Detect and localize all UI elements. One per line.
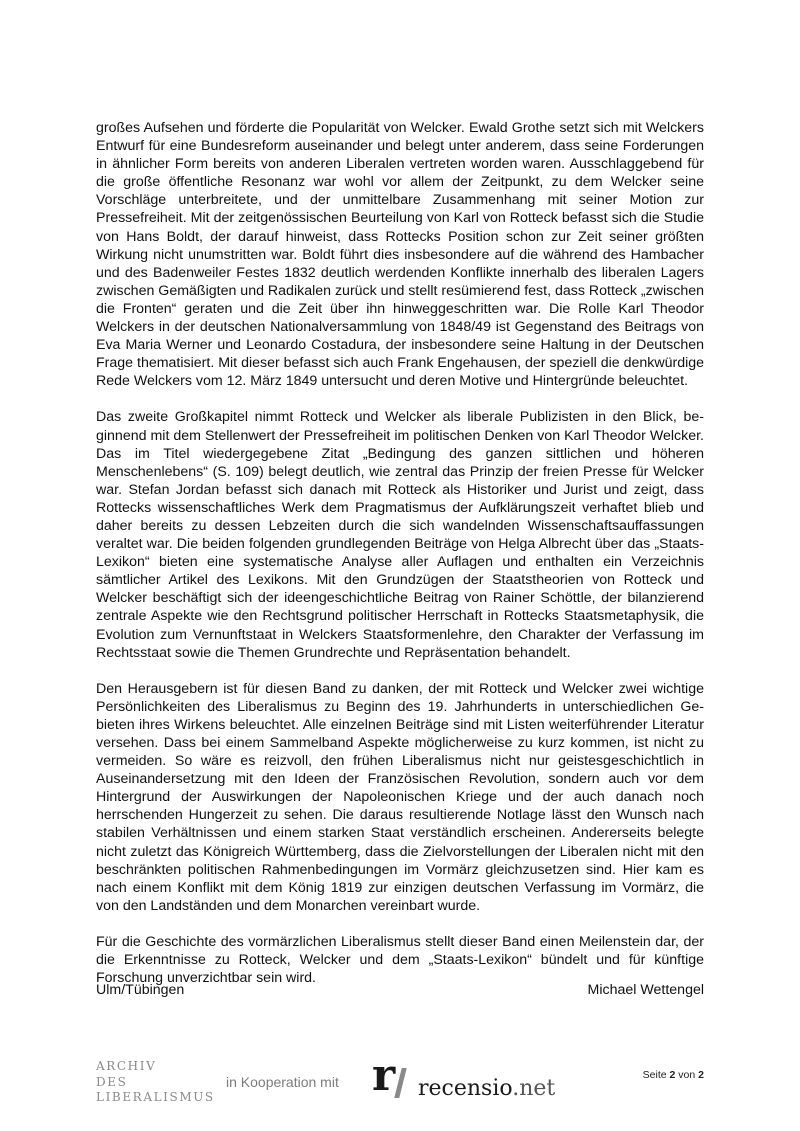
- page-current: 2: [669, 1069, 676, 1081]
- recensio-name: recensio: [418, 1075, 513, 1101]
- paragraph-2: Das zweite Großkapitel nimmt Rotteck und Welcker als liberale Publizisten in den Blick, beginnend mit dem Stellenwert der Pressefreiheit im politischen Denken von Karl Theodor Welcker. Das im Titel wiedergegebene Zitat „Bedingung des ganzen sittlichen und höheren Menschenlebens“ (S. 109) belegt deutlich, wie zentral das Prinzip der freien Presse für Welcker war. Stefan Jordan befasst sich danach mit Rotteck als Historiker und Jurist und zeigt, dass Rottecks wissenschaftliches Werk dem Pragmatismus der Aufklärungszeit verhaftet blieb und daher bereits zu dessen Lebzeiten durch die sich wandelnden Wissenschaftsauffassungen veraltet war. Die beiden folgenden grundlegenden Beiträge von Helga Albrecht über das „Staats-Lexikon“ bieten eine systematische Analyse aller Auflagen und enthalten ein Verzeichnis sämtlicher Artikel des Lexikons. Mit den Grundzügen der Staatstheorien von Rotteck und Welcker beschäftigt sich der ideengeschichtliche Beitrag von Rainer Schöttle, der bilanzierend zentrale Aspekte wie den Rechtsgrund politischer Herrschaft in Rottecks Staatsmetaphysik, die Evolution zum Vernunftstaat in Welckers Staatsformenlehre, den Charakter der Verfassung im Rechtsstaat sowie die Themen Grundrechte und Repräsentation behandelt.: [96, 409, 704, 661]
- review-body: [96, 119, 704, 987]
- paragraph-4: Für die Geschichte des vormärzlichen Liberalismus stellt dieser Band einen Meilenstein dar, der die Erkenntnisse zu Rotteck, Welcker und dem „Staats-Lexikon“ bündelt und für künftige Forschung unverzichtbar sein wird.: [96, 933, 704, 987]
- recensio-wordmark: [418, 1076, 555, 1101]
- signature-place: Ulm/Tübingen: [96, 982, 185, 998]
- signature-line: [96, 981, 704, 999]
- page-total: 2: [698, 1069, 704, 1081]
- archiv-line-3: LIBERALISMUS: [96, 1090, 215, 1104]
- page-number: [643, 1069, 704, 1081]
- signature-author: Michael Wettengel: [587, 982, 704, 998]
- archiv-des-liberalismus-logo: [96, 1059, 215, 1106]
- paragraph-1: großes Aufsehen und förderte die Popularität von Welcker. Ewald Grothe setzt sich mit Welckers Entwurf für eine Bundesreform auseinander und belegt unter anderem, dass seine Forderungen in ähnlicher Form bereits von anderen Liberalen vertreten worden waren. Ausschlaggebend für die große öffentliche Resonanz war wohl vor allem der Zeitpunkt, zu dem Welcker seine Vorschläge unterbreitete, und der unmittelbare Zusammenhang mit seiner Motion zur Pressefreiheit. Mit der zeitgenössischen Beurteilung von Karl von Rotteck befasst sich die Studie von Hans Boldt, der darauf hinweist, dass Rottecks Position schon zur Zeit seiner größten Wirkung nicht unumstritten war. Boldt führt dies insbesondere auf die während des Hambacher und des Badenweiler Festes 1832 deutlich werdenden Konflikte innerhalb des liberalen Lagers zwischen Gemäßigten und Radikalen zurück und stellt resümierend fest, dass Rotteck „zwischen die Fronten“ geraten und die Zeit über ihn hinweggeschritten war. Die Rolle Karl Theodor Welckers in der deutschen Nationalversammlung von 1848/49 ist Gegenstand des Beitrags von Eva Maria Werner und Leonardo Costadura, der insbesondere seine Haltung in der Deutschen Frage thematisiert. Mit dieser befasst sich auch Frank Engehausen, der speziell die denkwürdige Rede Welckers vom 12. März 1849 untersucht und deren Motive und Hintergründe beleuchtet.: [96, 120, 705, 390]
- archiv-line-1: ARCHIV: [96, 1059, 157, 1073]
- recensio-logo: [372, 1050, 556, 1108]
- paragraph-3: Den Herausgebern ist für diesen Band zu danken, der mit Rotteck und Welcker zwei wichtige Persönlichkeiten des Liberalismus zu Beginn des 19. Jahrhunderts in unterschiedlichen Gebieten ihres Wirkens beleuchtet. Alle einzelnen Beiträge sind mit Listen weiterführender Literatur versehen. Dass bei einem Sammelband Aspekte möglicherweise zu kurz kommen, ist nicht zu vermeiden. So wäre es reizvoll, den frühen Liberalismus nicht nur geistesgeschichtlich in Auseinandersetzung mit den Ideen der Französischen Revolution, sondern auch vor dem Hintergrund der Auswirkungen der Napoleonischen Kriege und der auch danach noch herrschenden Hungerzeit zu sehen. Die daraus resultierende Notlage lässt den Wunsch nach stabilen Verhältnissen und einem starken Staat verständlich erscheinen. Andererseits belegte nicht zuletzt das Königreich Württemberg, dass die Zielvorstellungen der Liberalen nicht mit den beschränkten politischen Rahmenbedingungen im Vormärz gleichzusetzen sind. Hier kam es nach einem Konflikt mit dem König 1819 zur einzigen deutschen Verfassung im Vormärz, die von den Landständen und dem Monarchen vereinbart wurde.: [96, 680, 704, 914]
- page-label: Seite: [642, 1069, 667, 1081]
- archiv-line-2: DES: [96, 1074, 128, 1089]
- page-footer: [0, 1050, 800, 1120]
- page-separator: von: [678, 1069, 696, 1081]
- cooperation-text: in Kooperation mit: [226, 1074, 339, 1090]
- recensio-slash-mark: [394, 1068, 406, 1098]
- recensio-tld: .net: [512, 1075, 556, 1101]
- recensio-r-letter: r: [372, 1050, 396, 1101]
- recensio-r-icon: [372, 1050, 412, 1106]
